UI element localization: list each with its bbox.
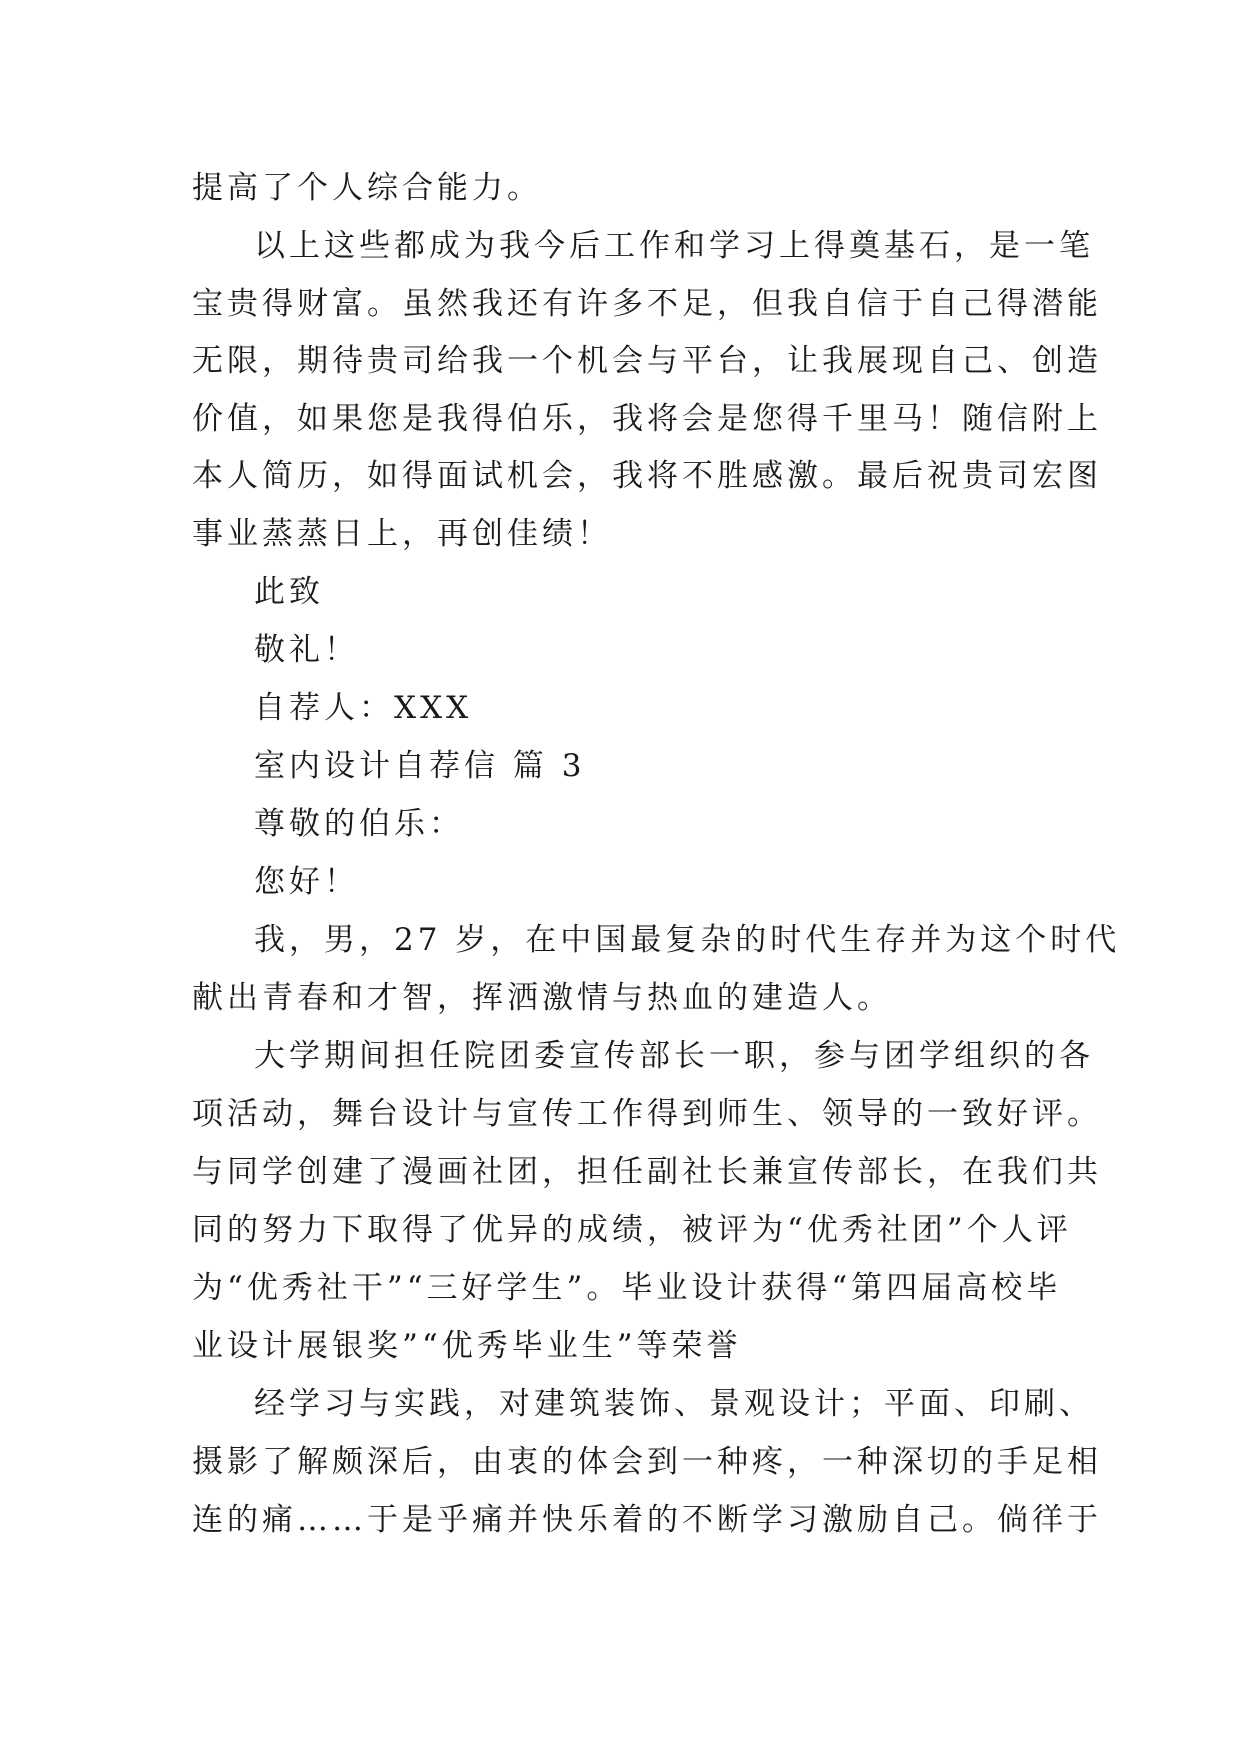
text-line: 项活动，舞台设计与宣传工作得到师生、领导的一致好评。 [192, 1096, 1102, 1132]
text-line: 业设计展银奖”“优秀毕业生”等荣誉 [192, 1328, 742, 1364]
text-line: 我，男，27 岁，在中国最复杂的时代生存并为这个时代 [254, 922, 1121, 958]
closing-line: 敬礼！ [254, 632, 359, 668]
text-line: 无限，期待贵司给我一个机会与平台，让我展现自己、创造 [192, 343, 1102, 379]
salutation: 尊敬的伯乐： [254, 806, 464, 842]
signature-line: 自荐人：XXX [254, 690, 473, 726]
text-line: 提高了个人综合能力。 [192, 170, 542, 206]
text-line: 经学习与实践，对建筑装饰、景观设计；平面、印刷、 [254, 1386, 1094, 1422]
section-title: 室内设计自荐信 篇 3 [254, 748, 586, 784]
text-line: 事业蒸蒸日上，再创佳绩！ [192, 516, 612, 552]
text-line: 价值，如果您是我得伯乐，我将会是您得千里马！随信附上 [192, 401, 1102, 437]
text-line: 本人简历，如得面试机会，我将不胜感激。最后祝贵司宏图 [192, 458, 1102, 494]
text-line: 献出青春和才智，挥洒激情与热血的建造人。 [192, 980, 892, 1016]
text-line: 同的努力下取得了优异的成绩，被评为“优秀社团”个人评 [192, 1212, 1072, 1248]
text-line: 以上这些都成为我今后工作和学习上得奠基石，是一笔 [254, 228, 1094, 264]
text-line: 与同学创建了漫画社团，担任副社长兼宣传部长，在我们共 [192, 1154, 1102, 1190]
closing-line: 此致 [254, 574, 324, 610]
text-line: 宝贵得财富。虽然我还有许多不足，但我自信于自己得潜能 [192, 286, 1102, 322]
greeting: 您好！ [254, 864, 359, 900]
text-line: 摄影了解颇深后，由衷的体会到一种疼，一种深切的手足相 [192, 1444, 1102, 1480]
text-line: 为“优秀社干”“三好学生”。毕业设计获得“第四届高校毕 [192, 1270, 1062, 1306]
text-line: 连的痛……于是乎痛并快乐着的不断学习激励自己。倘徉于 [192, 1502, 1102, 1538]
text-line: 大学期间担任院团委宣传部长一职，参与团学组织的各 [254, 1038, 1094, 1074]
